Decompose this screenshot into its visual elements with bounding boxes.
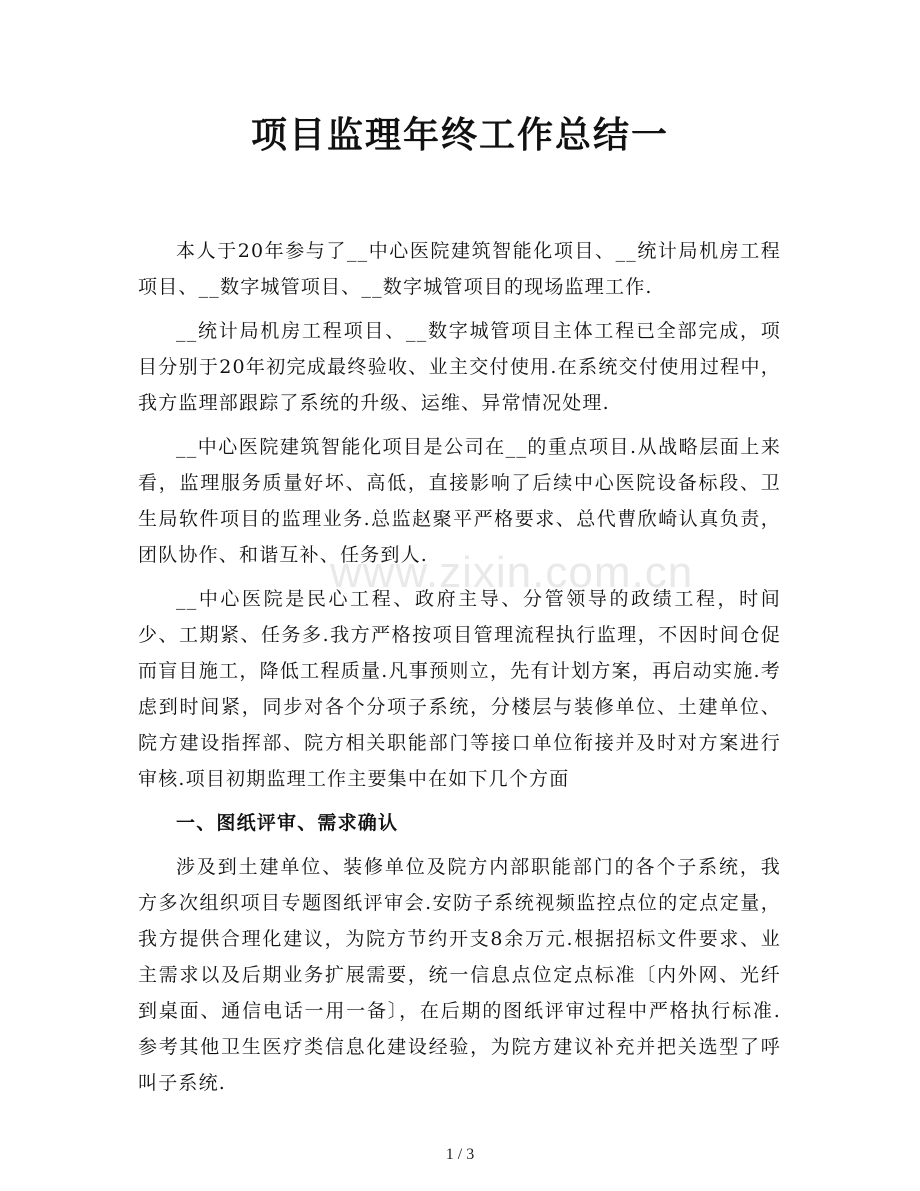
paragraph-drawing-review: 涉及到土建单位、装修单位及院方内部职能部门的各个子系统，我方多次组织项目专题图纸评审会.安防子系统视频监控点位的定点定量，我方提供合理化建议，为院方节约开支8余万元.根据招标文件要求、业主需求以及后期业务扩展需要，统一信息点位定点标准〔内外网、光纤到桌面、通信电话一用一备〕，在后期的图纸评审过程中严格执行标准.参考其他卫生医疗类信息化建设经验，为院方建议补充并把关选型了呼叫子系统.: [138, 856, 781, 1094]
page-number: 1 / 3: [445, 1146, 475, 1163]
document-title: 项目监理年终工作总结一: [250, 115, 669, 156]
paragraph-completion: __统计局机房工程项目、__数字城管项目主体工程已全部完成，项目分别于20年初完成最终验收、业主交付使用.在系统交付使用过程中，我方监理部跟踪了系统的升级、运维、异常情况处理.: [138, 320, 781, 414]
paragraph-intro: 本人于20年参与了__中心医院建筑智能化项目、__统计局机房工程项目、__数字城管项目、__数字城管项目的现场监理工作.: [138, 240, 781, 298]
paragraph-hospital: __中心医院是民心工程、政府主导、分管领导的政绩工程，时间少、工期紧、任务多.我方严格按项目管理流程执行监理，不因时间仓促而盲目施工，降低工程质量.凡事预则立，先有计划方案，再启动实施.考虑到时间紧，同步对各个分项子系统，分楼层与装修单位、土建单位、院方建设指挥部、院方相关职能部门等接口单位衔接并及时对方案进行审核.项目初期监理工作主要集中在如下几个方面: [138, 588, 781, 790]
document-body: [138, 233, 781, 1109]
section-heading-drawing-review: 一、图纸评审、需求确认: [176, 812, 399, 834]
watermark: www.zixin.com.cn: [330, 548, 694, 597]
paragraph-key-project: __中心医院建筑智能化项目是公司在__的重点项目.从战略层面上来看，监理服务质量好坏、高低，直接影响了后续中心医院设备标段、卫生局软件项目的监理业务.总监赵聚平严格要求、总代曹欣崎认真负责，团队协作、和谐互补、任务到人.: [138, 436, 781, 566]
